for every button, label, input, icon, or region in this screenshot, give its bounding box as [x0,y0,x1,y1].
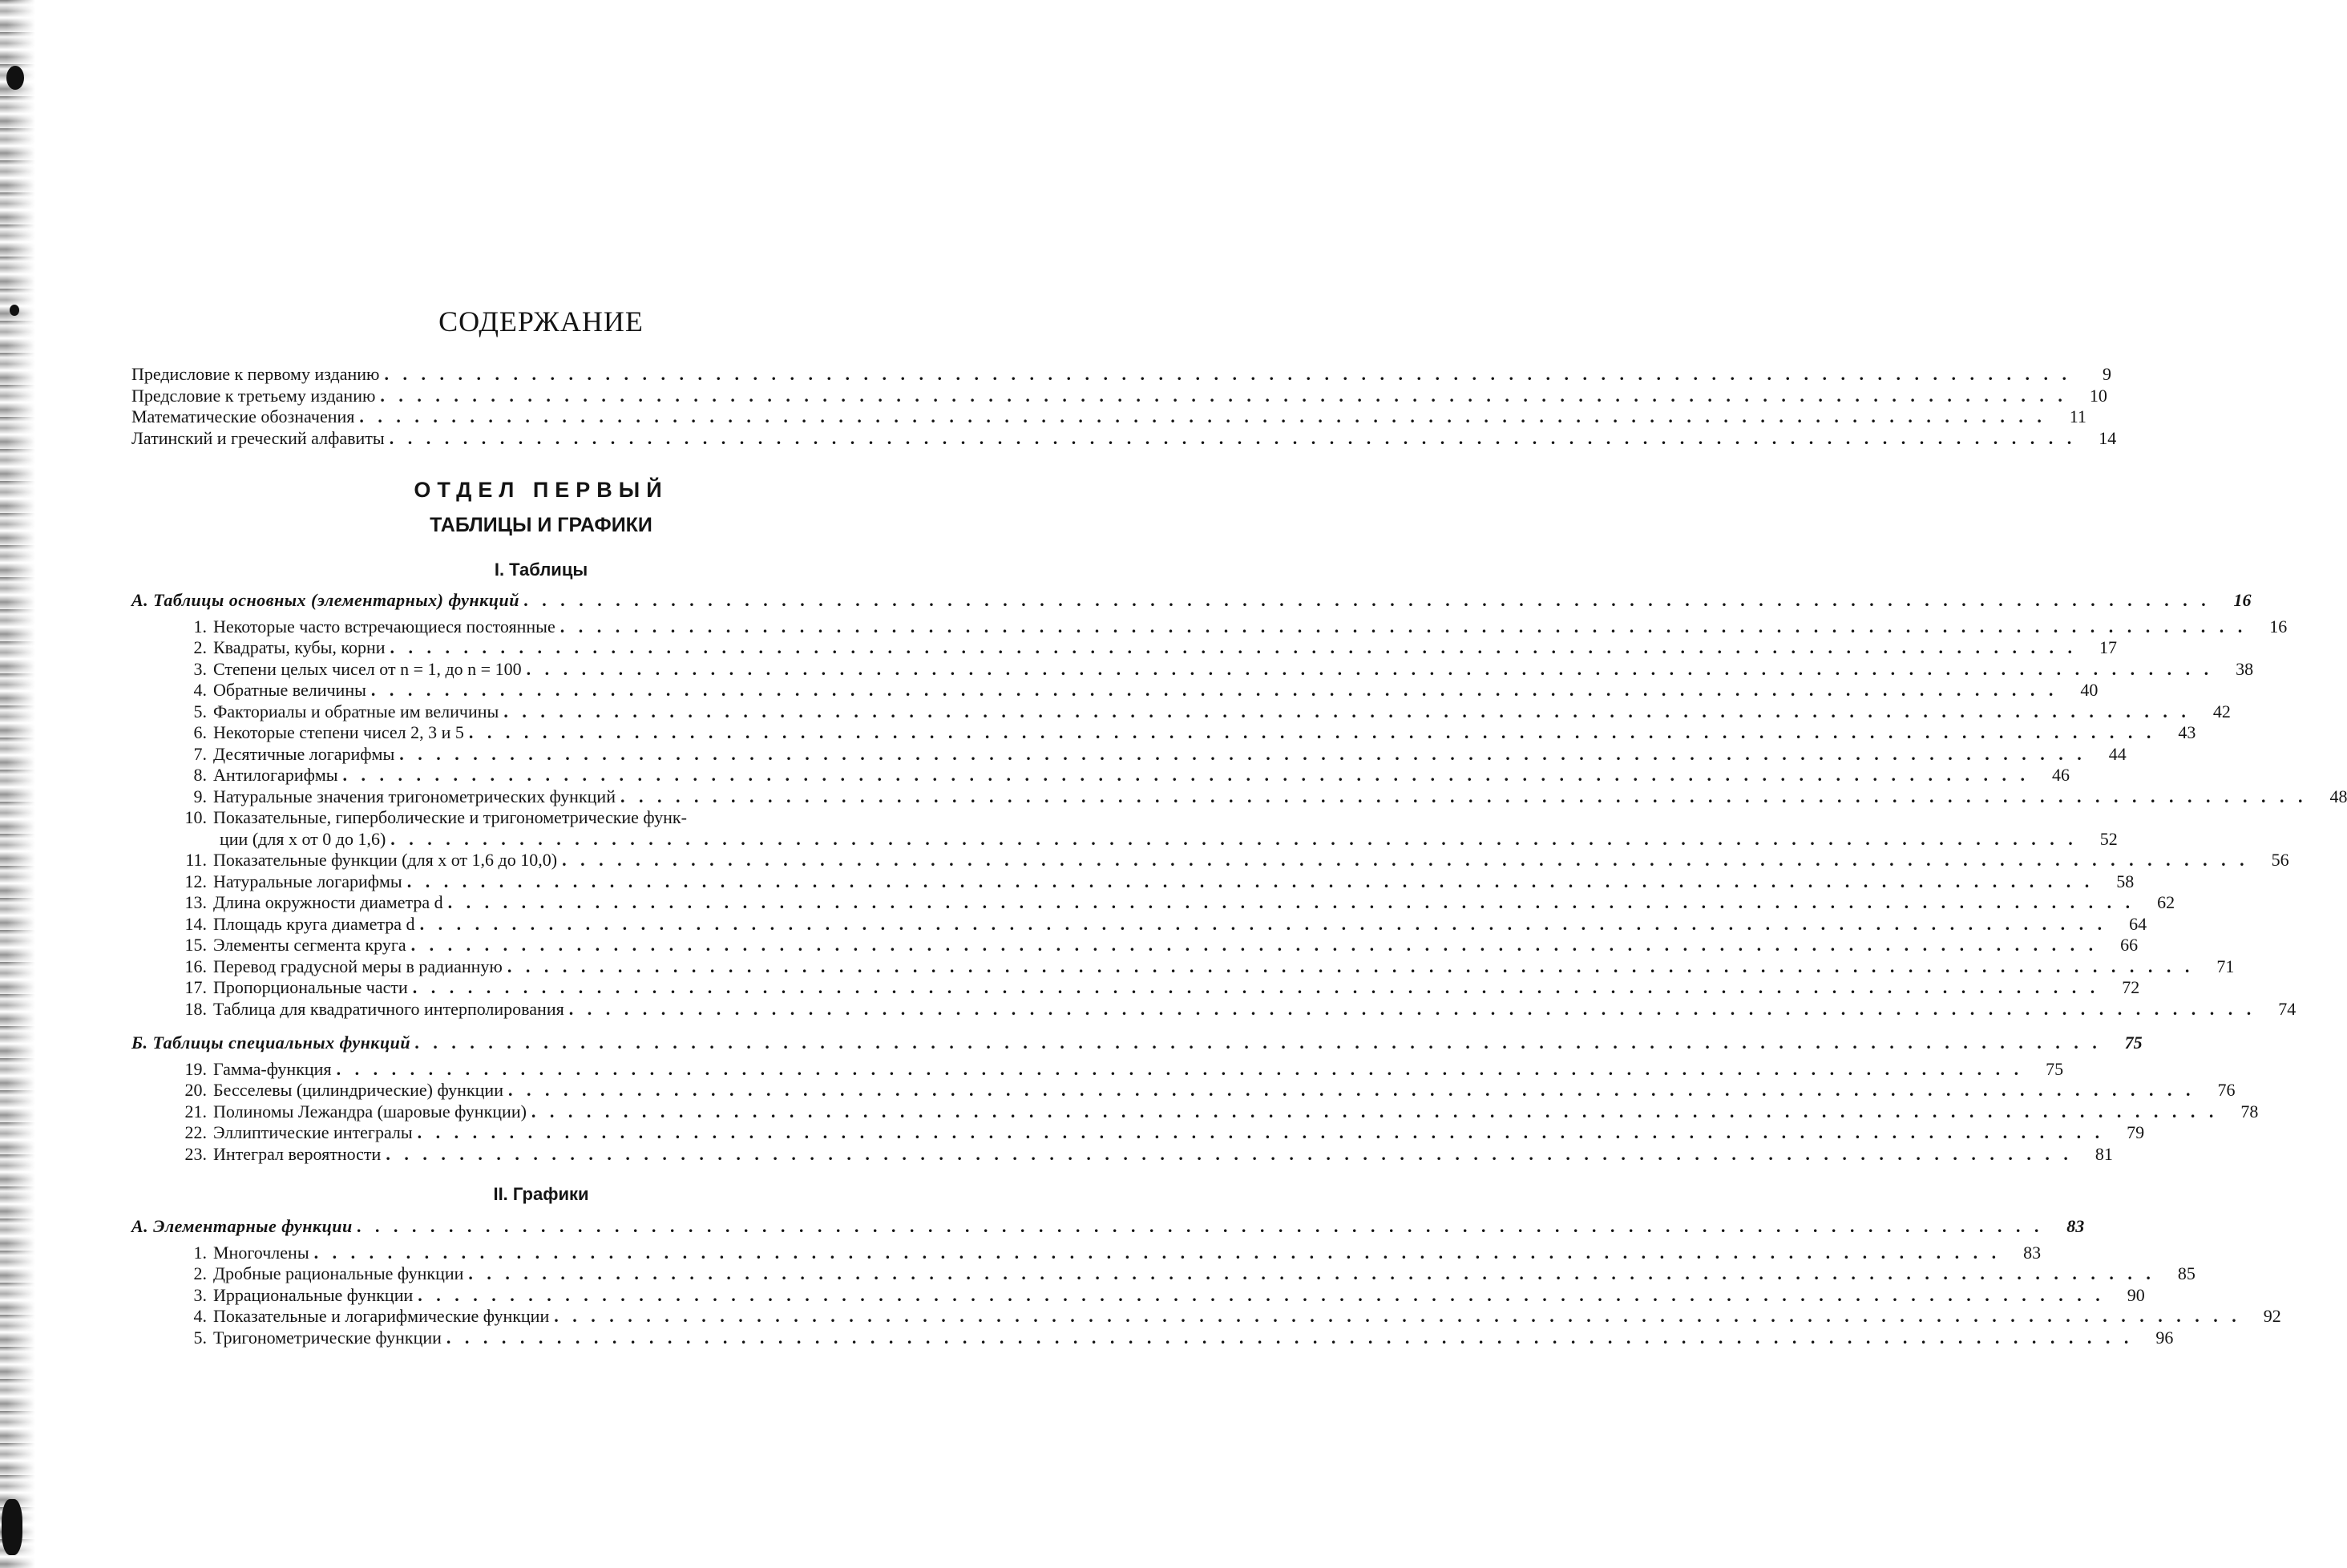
toc-entry[interactable] [128,406,2086,428]
entry-page: 85 [2177,1263,2196,1283]
dot-leader [411,935,2099,956]
entry-label: Показательные, гиперболические и тригонометрические функ- [213,807,687,827]
entry-number: 1. [193,1242,207,1263]
toc-entry[interactable] [128,807,930,829]
dot-leader [562,850,2249,871]
entry-number: 13. [184,892,207,912]
toc-entry[interactable] [128,722,2196,744]
entry-number: 6. [193,722,207,742]
toc-entry[interactable] [128,1143,2113,1166]
entry-number: 12. [184,871,207,891]
group-label: А. Элементарные функции [131,1216,353,1236]
entry-number: 18. [184,998,207,1019]
entry-page: 76 [2217,1080,2236,1100]
toc-group-entry[interactable] [128,1033,2143,1054]
entry-label: Полиномы Лежандра (шаровые функции) [213,1101,527,1121]
toc-entry[interactable] [128,1284,2145,1307]
toc-entry[interactable] [128,364,2111,386]
toc-entry[interactable] [128,935,2139,956]
entry-label: Натуральные значения тригонометрических функций [213,786,616,806]
entry-label: Предсловие к третьему изданию [131,385,376,406]
entry-label: Степени целых чисел от n = 1, до n = 100 [213,658,522,679]
dot-leader [524,590,2212,612]
entry-page: 75 [2124,1033,2143,1053]
entry-label: Таблица для квадратичного интерполирования [213,998,564,1019]
scan-blot [2,1499,22,1555]
entry-page: 90 [2127,1284,2145,1305]
dot-leader [448,892,2135,914]
entry-label: Математические обозначения [131,406,355,426]
dot-leader [413,977,2100,999]
toc-entry[interactable] [128,1263,2196,1285]
dot-leader [503,701,2191,723]
entry-page: 42 [2212,701,2231,721]
entry-label: Показательные функции (для x от 1,6 до 10,0) [213,850,558,870]
entry-page: 64 [2129,913,2147,934]
entry-page: 81 [2095,1143,2113,1164]
dot-leader [418,1285,2105,1307]
entry-page: 14 [2099,427,2117,448]
dot-leader [415,1033,2103,1054]
entry-number: 4. [193,680,207,700]
entry-label: Элементы сегмента круга [213,935,406,955]
scan-binding-edge [0,0,35,1568]
entry-page: 92 [2263,1306,2281,1326]
toc-group-entry[interactable] [128,590,2252,612]
entry-label: Десятичные логарифмы [213,743,395,764]
entry-page: 56 [2271,850,2289,870]
dot-leader [420,914,2107,936]
entry-label: Латинский и греческий алфавиты [131,427,385,448]
toc-entry[interactable] [128,1080,2236,1101]
entry-label: Показательные и логарифмические функции [213,1306,550,1326]
dot-leader [358,1216,2045,1238]
dot-leader [384,364,2071,386]
toc-items-list [128,1242,2281,1349]
toc-entry[interactable] [128,385,2107,407]
entry-page: 66 [2120,935,2139,955]
toc-entry[interactable] [128,913,2147,936]
dot-leader [446,1328,2134,1349]
dot-leader [527,659,2214,681]
entry-number: 2. [193,637,207,657]
entry-label: Дробные рациональные функции [213,1263,464,1283]
entry-number: 9. [193,786,207,806]
part-heading: I. Таблицы [494,560,588,580]
dot-leader [343,765,2030,786]
entry-label: Многочлены [213,1242,309,1263]
entry-label: Тригонометрические функции [213,1327,442,1348]
toc-group-entry[interactable] [128,1216,2085,1238]
entry-page: 52 [2099,828,2118,849]
toc-entry[interactable] [128,765,2070,786]
entry-page: 16 [2269,616,2288,636]
toc-entry[interactable] [128,892,2175,914]
entry-number: 14. [184,913,207,934]
entry-number: 15. [184,935,207,955]
toc-entry[interactable] [128,850,2289,871]
entry-label: Обратные величины [213,680,366,700]
toc-entry[interactable] [128,427,2117,450]
entry-label: Иррациональные функции [213,1284,414,1305]
entry-label: Бесселевы (цилиндрические) функции [213,1080,503,1100]
entry-page: 44 [2108,743,2127,764]
toc-entry[interactable] [128,1327,2174,1349]
entry-number: 21. [184,1101,207,1121]
entry-page: 74 [2278,998,2297,1019]
dot-leader [560,616,2248,638]
entry-number: 3. [193,1284,207,1305]
toc-items-list [128,1058,2259,1166]
entry-label: Площадь круга диаметра d [213,913,415,934]
table-of-contents [128,305,2347,1348]
dot-leader [469,722,2156,744]
dot-leader [399,744,2086,766]
entry-page: 83 [2023,1242,2042,1263]
dot-leader [337,1059,2024,1081]
entry-page: 48 [2329,786,2347,806]
toc-entry[interactable] [128,1101,2259,1123]
toc-entry[interactable] [128,743,2127,766]
division-subheading: ТАБЛИЦЫ И ГРАФИКИ [430,514,652,536]
entry-page: 10 [2089,385,2107,406]
front-matter-list [128,364,2117,449]
entry-number: 19. [184,1058,207,1079]
toc-entry[interactable] [128,956,2235,978]
dot-leader [371,680,2058,701]
part-heading: II. Графики [493,1184,589,1204]
entry-label: Перевод градусной меры в радианную [213,956,503,976]
toc-entry[interactable] [128,1122,2145,1144]
toc-entry-continuation[interactable] [128,828,2118,851]
entry-page: 11 [2069,406,2086,426]
entry-number: 7. [193,743,207,764]
entry-page: 62 [2157,892,2175,912]
scan-blot [6,66,24,90]
toc-entry[interactable] [128,1306,2281,1328]
entry-page: 96 [2155,1327,2174,1348]
entry-label: Гамма-функция [213,1058,332,1079]
entry-number: 4. [193,1306,207,1326]
dot-leader [359,406,2046,428]
dot-leader [569,999,2256,1020]
entry-label: Антилогарифмы [213,765,338,785]
entry-number: 10. [184,807,207,827]
dot-leader [407,871,2095,893]
entry-label: Некоторые степени чисел 2, 3 и 5 [213,722,464,742]
page-title: СОДЕРЖАНИЕ [438,305,644,337]
division-heading: ОТДЕЛ ПЕРВЫЙ [414,478,669,502]
entry-number: 11. [185,850,207,870]
toc-entry[interactable] [128,616,2288,638]
entry-number: 17. [184,977,207,997]
entry-number: 5. [193,701,207,721]
entry-page: 46 [2052,765,2070,785]
dot-leader [418,1122,2105,1144]
entry-label: Эллиптические интегралы [213,1122,413,1142]
entry-number: 1. [193,616,207,636]
toc-entry[interactable] [128,786,2347,808]
entry-label: Предисловие к первому изданию [131,364,380,384]
entry-label: Факториалы и обратные им величины [213,701,499,721]
group-label: Б. Таблицы специальных функций [131,1033,411,1053]
entry-page: 9 [2102,364,2111,384]
toc-entry[interactable] [128,1242,2042,1264]
dot-leader [554,1306,2241,1328]
group-label: А. Таблицы основных (элементарных) функций [131,590,519,610]
toc-items-list [128,616,2347,1020]
toc-entry[interactable] [128,658,2254,681]
entry-number: 3. [193,658,207,679]
entry-page: 71 [2216,956,2235,976]
entry-page: 40 [2080,680,2099,700]
entry-page: 17 [2099,637,2117,657]
entry-label: Длина окружности диаметра d [213,892,443,912]
toc-entry[interactable] [128,680,2099,701]
entry-number: 22. [184,1122,207,1142]
entry-page: 79 [2127,1122,2145,1142]
dot-leader [314,1243,2002,1264]
entry-page: 83 [2066,1216,2085,1236]
dot-leader [620,786,2308,808]
dot-leader [468,1263,2155,1285]
toc-entry[interactable] [128,977,2140,999]
entry-label: Некоторые часто встречающиеся постоянные [213,616,555,636]
dot-leader [380,386,2067,407]
entry-number: 8. [193,765,207,785]
entry-page: 58 [2116,871,2135,891]
dot-leader [531,1101,2219,1123]
entry-label: Пропорциональные части [213,977,408,997]
toc-entry[interactable] [128,998,2297,1020]
dot-leader [390,637,2078,659]
toc-entry[interactable] [128,871,2135,893]
dot-leader [390,829,2078,851]
entry-page: 43 [2178,722,2196,742]
entry-page: 75 [2046,1058,2064,1079]
entry-number: 16. [184,956,207,976]
toc-entry[interactable] [128,701,2231,723]
dot-leader [508,1080,2196,1101]
dot-leader [386,1144,2073,1166]
entry-number: 5. [193,1327,207,1348]
toc-entry[interactable] [128,1058,2064,1081]
entry-page: 16 [2233,590,2252,610]
entry-page: 38 [2236,658,2254,679]
entry-number: 20. [184,1080,207,1100]
entry-page: 78 [2240,1101,2259,1121]
entry-number: 23. [184,1143,207,1164]
entry-page: 72 [2122,977,2140,997]
dot-leader [507,956,2195,978]
entry-label: Квадраты, кубы, корни [213,637,386,657]
dot-leader [390,428,2077,450]
entry-label-continuation: ции (для x от 0 до 1,6) [220,828,386,849]
scan-blot [10,305,19,316]
entry-number: 2. [193,1263,207,1283]
entry-label: Натуральные логарифмы [213,871,402,891]
toc-entry[interactable] [128,637,2117,659]
entry-label: Интеграл вероятности [213,1143,382,1164]
